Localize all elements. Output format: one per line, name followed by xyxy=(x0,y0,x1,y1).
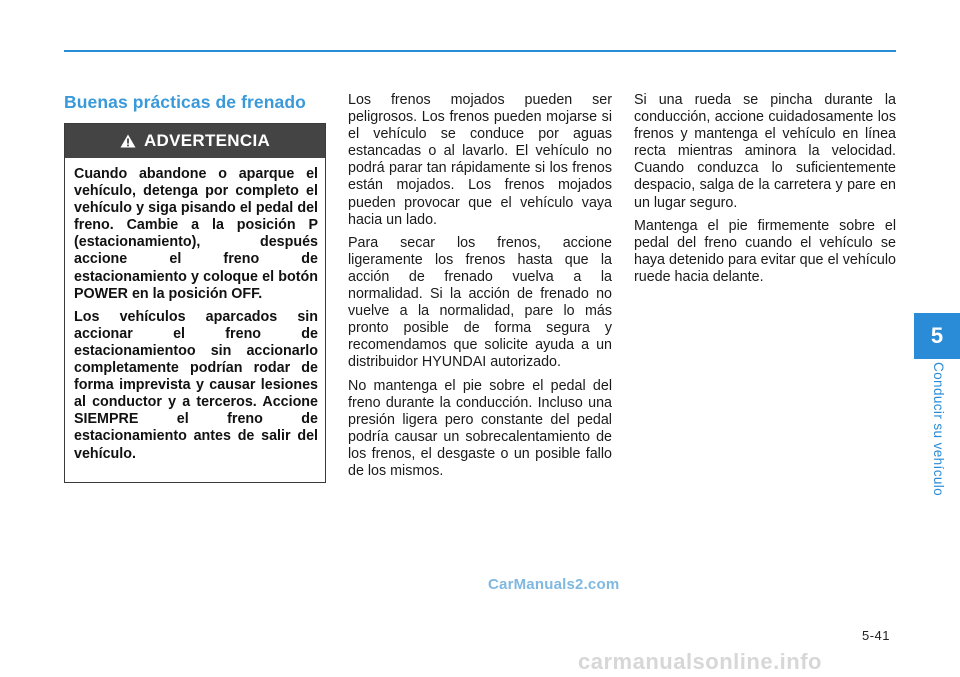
body-paragraph: Mantenga el pie firmemente sobre el pedal del freno cuando el vehículo se haya detenido para evitar que el vehículo ruede hacia delante. xyxy=(634,217,896,285)
warning-header xyxy=(65,124,325,158)
top-rule xyxy=(64,50,896,52)
watermark: CarManuals2.com xyxy=(488,576,620,593)
warning-header-label: ADVERTENCIA xyxy=(143,131,271,150)
chapter-number-tab: 5 xyxy=(914,313,960,359)
warning-body xyxy=(65,158,325,463)
warning-box xyxy=(64,123,326,483)
warning-paragraph: Los vehículos aparcados sin accionar el freno de estacionamientoo sin accionarlo completamente podrían rodar de forma imprevista y causar lesiones al conductor y a terceros. Accione SIEMPRE el freno de estacionamiento antes de salir del vehículo. xyxy=(74,308,318,462)
page-number: 5-41 xyxy=(862,628,891,643)
section-title: Buenas prácticas de frenado xyxy=(64,92,306,112)
body-paragraph: No mantenga el pie sobre el pedal del freno durante la conducción. Incluso una presión ligera pero constante del pedal podría causar un sobrecalentamiento de los frenos, el desgaste o un posible fallo de los mismos. xyxy=(348,377,612,479)
chapter-title: Conducir su vehículo xyxy=(931,362,946,497)
text-column-2 xyxy=(348,92,612,486)
body-paragraph: Los frenos mojados pueden ser peligrosos. Los frenos pueden mojarse si el vehículo se conduce por aguas estancadas o al lavarlo. El vehículo no podrá parar tan rápidamente si los frenos están mojados. Los frenos mojados pueden provocar que el vehículo vaya hacia un lado. xyxy=(348,92,612,228)
warning-triangle-icon xyxy=(120,134,136,148)
text-column-3 xyxy=(634,92,896,292)
warning-paragraph: Cuando abandone o aparque el vehículo, detenga por completo el vehículo y siga pisando el pedal del freno. Cambie a la posición P (estacionamiento), después accione el freno de estacionamiento y coloque el botón POWER en la posición OFF. xyxy=(74,166,318,302)
footer-watermark: carmanualsonline.info xyxy=(578,649,822,674)
body-paragraph: Para secar los frenos, accione ligeramente los frenos hasta que la acción de frenado vuelva a la normalidad. Si la acción de frenado no vuelve a la normalidad, pare lo más pronto posible de forma segura y recomendamos que solicite ayuda a un distribuidor HYUNDAI autorizado. xyxy=(348,234,612,371)
body-paragraph: Si una rueda se pincha durante la conducción, accione cuidadosamente los frenos y mantenga el vehículo en línea recta mientras aminora la velocidad. Cuando conduzca lo suficientemente despacio, salga de la carretera y pare en un lugar seguro. xyxy=(634,92,896,211)
